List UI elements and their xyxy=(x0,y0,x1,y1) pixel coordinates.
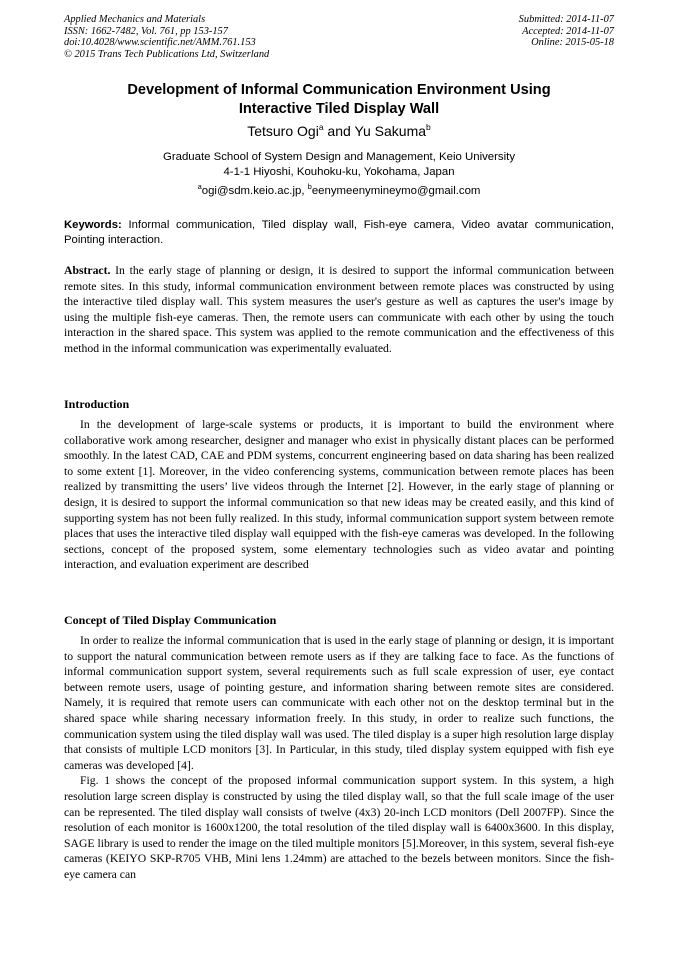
submitted-date: Submitted: 2014-11-07 xyxy=(518,14,614,25)
affiliation-line-2: 4-1-1 Hiyoshi, Kouhoku-ku, Yokohama, Japan xyxy=(223,165,455,178)
abstract-text: In the early stage of planning or design, it is desired to support the informal communication between remote sites. In this study, informal communication environment between remote places was constructed by using the interactive tiled display wall. This system measures the user's gesture as well as captures the user's image by using the multiple fish-eye cameras. Then, the remote users can communicate with each other by using the touch interaction in the shared space. This system was applied to the remote communication and the effectiveness of this method in the informal communication was experimentally evaluated. xyxy=(64,264,615,355)
publication-dates xyxy=(394,14,614,49)
email-2: eenymeenymineymo@gmail.com xyxy=(311,185,481,197)
author-conjunction: and xyxy=(323,123,355,139)
abstract-label: Abstract. xyxy=(64,264,111,277)
concept-paragraph-1 xyxy=(64,633,614,773)
issn: ISSN: 1662-7482, Vol. 761, pp 153-157 xyxy=(64,25,228,37)
copyright: © 2015 Trans Tech Publications Ltd, Switzerland xyxy=(64,48,270,60)
email-1: ogi@sdm.keio.ac.jp xyxy=(201,185,302,197)
paper-title xyxy=(64,81,614,119)
email-separator: , xyxy=(301,185,308,197)
concept-heading: Concept of Tiled Display Communication xyxy=(64,613,277,627)
abstract xyxy=(64,263,614,357)
author-list xyxy=(64,122,614,140)
affiliation-line-1: Graduate School of System Design and Management, Keio University xyxy=(162,151,516,163)
author-2-affil-mark: b xyxy=(426,122,431,132)
email-2-mark: b xyxy=(307,182,312,191)
concept-body xyxy=(64,633,614,883)
concept-para2-text: Fig. 1 shows the concept of the proposed informal communication support system. In this system, a high resolution large screen display is constructed by using the tiled display wall, so that the full scale image of the user can be represented. The tiled display wall consists of twelve (4x3) 20-inch LCD monitors (Dell 2007FP). Since the resolution of each monitor is 1600x1200, the total resolution of the tiled display wall is 6400x3600. In this display, SAGE library is used to render the image on the tiled multiple monitors [5].Moreover, in this system, several fish-eye cameras (KEIYO SKP-R705 VHB, Mini lens 1.24mm) are attached to the bezels between monitors. Since the fish-eye camera can xyxy=(64,774,614,881)
journal-name: Applied Mechanics and Materials xyxy=(64,14,206,25)
title-line-2: Interactive Tiled Display Wall xyxy=(238,101,440,117)
title-line-1: Development of Informal Communication Environment Using xyxy=(127,82,551,98)
keywords-label: Keywords: xyxy=(64,219,122,231)
doi: doi:10.4028/www.scientific.net/AMM.761.153 xyxy=(64,37,256,49)
accepted-date: Accepted: 2014-11-07 xyxy=(522,25,614,37)
concept-para1-text: In order to realize the informal communication that is used in the early stage of planning or design, it is important to support the natural communication between remote users as if they are talking face to face. As the functions of informal communication support system, several requirements such as full scale expression of user, eye contact between remote users, usage of pointing gesture, and information sharing between remote sites are considered. Namely, it is required that remote users can communicate with each other not on the desktop terminal but in the shared space while sharing necessary information freely. In this study, in order to realize such functions, the communication system using the tiled display wall was used. The tiled display is a super high resolution large display that consists of multiple LCD monitors [3]. In Particular, in this study, tiled display system equipped with fish eye cameras was developed [4]. xyxy=(64,634,614,772)
concept-paragraph-2 xyxy=(64,773,614,882)
introduction-heading: Introduction xyxy=(64,397,130,411)
email-1-mark: a xyxy=(197,182,202,191)
keywords-block xyxy=(64,218,614,248)
author-1: Tetsuro Ogi xyxy=(247,123,319,139)
online-date: Online: 2015-05-18 xyxy=(531,37,614,49)
publication-info xyxy=(64,14,394,60)
introduction-body xyxy=(64,417,614,573)
author-1-affil-mark: a xyxy=(318,122,324,132)
author-2: Yu Sakuma xyxy=(354,123,427,139)
author-emails xyxy=(64,184,614,198)
keywords-text: Informal communication, Tiled display wall, Fish-eye camera, Video avatar communication, Pointing interaction. xyxy=(64,219,615,246)
affiliation xyxy=(64,150,614,179)
introduction-text: In the development of large-scale systems or products, it is important to build the environment where collaborative work among researcher, designer and manager who exist in physically distant places can be performed smoothly. In the latest CAD, CAE and PDM systems, concurrent engineering based on data sharing has been realized to some extent [1]. Moreover, in the video conferencing systems, communication between remote places has been realized by transmitting the users’ live videos through the Internet [2]. However, in the early stage of planning or design, it is desired to support the informal communication so that new ideas may be created easily, and this kind of supporting system has not been fully realized. In this study, informal communication support system between remote places that uses the interactive tiled display wall equipped with the fish-eye cameras was developed. In the following sections, concept of the proposed system, some elementary technologies such as video avatar and pointing interaction, and evaluation experiment are described xyxy=(64,418,614,572)
